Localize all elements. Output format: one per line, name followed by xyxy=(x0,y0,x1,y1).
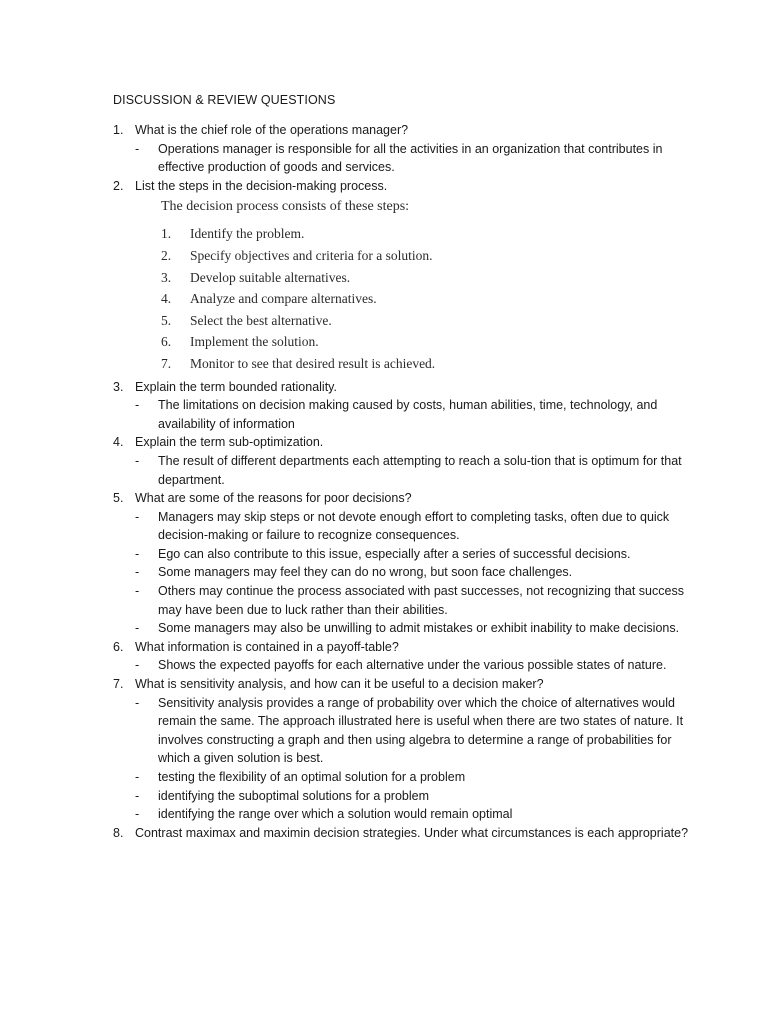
question-7 xyxy=(113,675,693,824)
decision-step xyxy=(161,353,693,375)
answer-text: The result of different departments each attempting to reach a solu-tion that is optimum for that department. xyxy=(158,453,682,487)
answer-text: Sensitivity analysis provides a range of probability over which the choice of alternatives would remain the same. The approach illustrated here is useful when there are two states of nature. It involves constructing a graph and then using algebra to determine a range of probabilities for which a given solution is best. xyxy=(158,695,684,766)
dash-bullet-icon: - xyxy=(135,546,140,561)
answer-list xyxy=(113,656,693,675)
answer-text: Others may continue the process associated with past successes, not recognizing that success may have been due to luck rather than their abilities. xyxy=(158,584,684,617)
dash-bullet-icon: - xyxy=(135,621,140,636)
answer-item xyxy=(113,619,693,638)
question-number: 5. xyxy=(113,491,124,506)
step-text: Analyze and compare alternatives. xyxy=(190,291,377,307)
answer-text: The limitations on decision making caused by costs, human abilities, time, technology, and availability of information xyxy=(158,398,658,431)
answer-item xyxy=(113,805,693,824)
step-text: Develop suitable alternatives. xyxy=(190,269,351,285)
answer-list xyxy=(113,396,693,433)
answer-text: identifying the range over which a solution would remain optimal xyxy=(158,807,513,822)
question-8 xyxy=(113,824,693,843)
step-text: Monitor to see that desired result is achieved. xyxy=(190,355,436,371)
answer-text: Ego can also contribute to this issue, especially after a series of successful decisions. xyxy=(158,546,631,561)
answer-list xyxy=(113,694,693,824)
answer-list xyxy=(113,140,693,177)
answer-item xyxy=(113,508,693,545)
answer-item xyxy=(113,656,693,675)
question-2 xyxy=(113,177,693,375)
answer-item xyxy=(113,545,693,564)
answer-text: Some managers may also be unwilling to admit mistakes or exhibit inability to make decisions. xyxy=(158,621,680,636)
dash-bullet-icon: - xyxy=(135,807,140,822)
step-number: 7. xyxy=(161,355,172,371)
answer-list xyxy=(113,508,693,638)
answer-item xyxy=(113,582,693,619)
answer-item xyxy=(113,396,693,433)
question-5 xyxy=(113,489,693,638)
step-number: 6. xyxy=(161,334,172,350)
decision-step xyxy=(161,310,693,332)
dash-bullet-icon: - xyxy=(135,398,140,413)
step-text: Implement the solution. xyxy=(190,334,319,350)
step-number: 4. xyxy=(161,291,172,307)
answer-text: Shows the expected payoffs for each alternative under the various possible states of nature. xyxy=(158,658,667,673)
question-text: What is sensitivity analysis, and how can it be useful to a decision maker? xyxy=(135,677,544,692)
answer-item xyxy=(113,787,693,806)
question-text: Contrast maximax and maximin decision strategies. Under what circumstances is each appropriate? xyxy=(135,825,689,840)
answer-item xyxy=(113,140,693,177)
question-number: 6. xyxy=(113,639,124,654)
question-text: What information is contained in a payoff-table? xyxy=(135,639,399,654)
answer-item xyxy=(113,452,693,489)
question-3 xyxy=(113,378,693,434)
dash-bullet-icon: - xyxy=(135,788,140,803)
dash-bullet-icon: - xyxy=(135,584,140,599)
dash-bullet-icon: - xyxy=(135,509,140,524)
question-number: 7. xyxy=(113,677,124,692)
question-6 xyxy=(113,638,693,675)
question-text: Explain the term bounded rationality. xyxy=(135,379,337,394)
answer-text: Operations manager is responsible for all the activities in an organization that contributes in effective production of goods and services. xyxy=(158,141,663,175)
question-number: 3. xyxy=(113,379,124,394)
page-heading: DISCUSSION & REVIEW QUESTIONS xyxy=(113,93,336,107)
step-text: Specify objectives and criteria for a solution. xyxy=(190,247,433,263)
question-text: List the steps in the decision-making process. xyxy=(135,178,388,193)
answer-text: identifying the suboptimal solutions for a problem xyxy=(158,788,429,803)
question-4 xyxy=(113,433,693,489)
answer-item xyxy=(113,563,693,582)
step-number: 2. xyxy=(161,247,172,263)
question-text: Explain the term sub-optimization. xyxy=(135,435,324,450)
excerpt-intro: The decision process consists of these steps: xyxy=(161,199,410,215)
dash-bullet-icon: - xyxy=(135,695,140,710)
step-number: 5. xyxy=(161,312,172,328)
question-text: What are some of the reasons for poor decisions? xyxy=(135,491,412,506)
dash-bullet-icon: - xyxy=(135,141,140,156)
question-number: 4. xyxy=(113,435,124,450)
answer-item xyxy=(113,768,693,787)
decision-step xyxy=(161,223,693,245)
step-text: Select the best alternative. xyxy=(190,312,332,328)
question-text: What is the chief role of the operations manager? xyxy=(135,123,409,137)
decision-step xyxy=(161,331,693,353)
question-list xyxy=(113,121,693,842)
answer-list xyxy=(113,452,693,489)
dash-bullet-icon: - xyxy=(135,770,140,784)
step-number: 1. xyxy=(161,226,172,242)
question-1 xyxy=(113,121,693,177)
dash-bullet-icon: - xyxy=(135,453,140,468)
answer-text: testing the flexibility of an optimal solution for a problem xyxy=(158,770,466,784)
decision-step xyxy=(161,288,693,310)
scanned-excerpt xyxy=(161,197,693,374)
answer-item xyxy=(113,694,693,768)
question-number: 2. xyxy=(113,178,124,193)
decision-step xyxy=(161,245,693,267)
answer-text: Managers may skip steps or not devote enough effort to completing tasks, often due to quick decision-making or failure to recognize consequences. xyxy=(158,509,670,543)
step-text: Identify the problem. xyxy=(190,226,305,242)
decision-step xyxy=(161,267,693,289)
step-number: 3. xyxy=(161,269,172,285)
answer-text: Some managers may feel they can do no wrong, but soon face challenges. xyxy=(158,565,573,580)
dash-bullet-icon: - xyxy=(135,565,140,580)
question-number: 1. xyxy=(113,123,124,137)
decision-steps-list xyxy=(161,223,693,374)
question-number: 8. xyxy=(113,825,124,840)
dash-bullet-icon: - xyxy=(135,658,140,673)
